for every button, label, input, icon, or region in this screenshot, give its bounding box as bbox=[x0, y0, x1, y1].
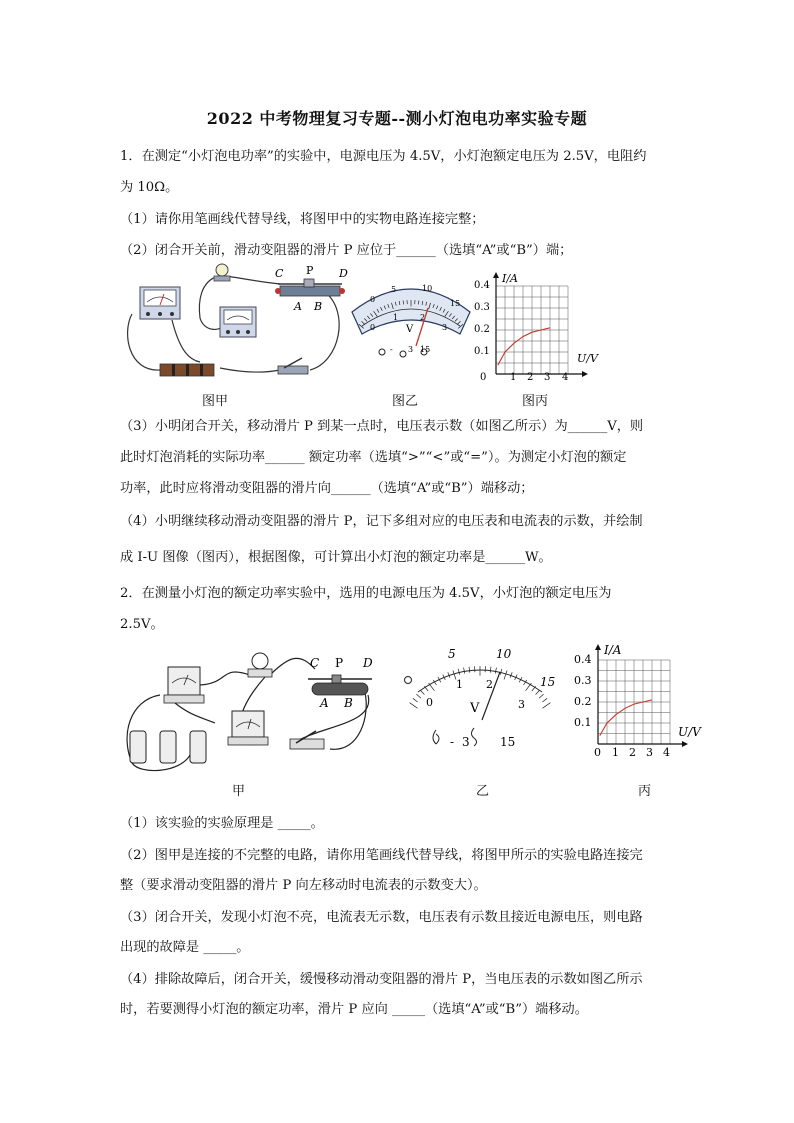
q1-scale-top-3: 15 bbox=[450, 299, 461, 308]
q2-graph-grid bbox=[598, 660, 670, 744]
q1-xtick-4: 4 bbox=[562, 372, 569, 383]
q2-meter-tick bbox=[429, 683, 435, 691]
q1-scale-bottom-3: 3 bbox=[442, 323, 448, 332]
q2-rheostat-label-d: D bbox=[363, 656, 373, 670]
q1-terminal-3-icon bbox=[400, 351, 406, 357]
q1-part2: （2）闭合开关前，滑动变阻器的滑片 P 应位于______（选填“A”或“B”）端； bbox=[120, 243, 573, 258]
q1-stem-line2: 为 10Ω。 bbox=[120, 180, 179, 195]
q2-meter-tick bbox=[500, 669, 502, 675]
q2-circuit-figure bbox=[120, 645, 390, 775]
rheostat-label-d: D bbox=[339, 267, 348, 280]
q2-meter-tick bbox=[424, 686, 428, 691]
q2-terminal-neg-icon bbox=[433, 730, 439, 744]
q2-scale-bottom-2: 2 bbox=[486, 678, 493, 691]
q1-caption-bing: 图丙 bbox=[522, 394, 549, 409]
q2-rheostat-label-p: P bbox=[335, 656, 344, 670]
q2-voltmeter-figure bbox=[400, 642, 560, 754]
q1-scale-bottom-2: 2 bbox=[420, 313, 426, 322]
q1-meter-tick bbox=[418, 301, 419, 305]
rheostat-label-p: P bbox=[306, 264, 314, 277]
q2-caption-jia: 甲 bbox=[232, 784, 246, 799]
q2-voltmeter-icon bbox=[228, 711, 268, 745]
q1-ytick-2: 0.2 bbox=[474, 324, 490, 335]
q2-meter-tick bbox=[532, 686, 536, 691]
q1-scale-top-1: 5 bbox=[391, 285, 397, 294]
q2-battery-icon bbox=[130, 731, 206, 763]
q2-xtick-4: 4 bbox=[663, 746, 670, 759]
q2-meter-tick bbox=[410, 703, 418, 709]
q1-part4-line1: （4）小明继续移动滑动变阻器的滑片 P，记下多组对应的电压表和电流表的示数，并绘制 bbox=[120, 514, 643, 529]
rheostat-label-a: A bbox=[294, 300, 302, 313]
q2-iu-graph bbox=[574, 640, 708, 760]
q2-meter-tick bbox=[536, 690, 540, 694]
q1-origin: 0 bbox=[480, 372, 487, 383]
q2-meter-tick bbox=[504, 670, 507, 679]
q1-meter-tick bbox=[403, 301, 404, 305]
q1-iu-curve bbox=[498, 328, 550, 365]
q1-ytick-4: 0.4 bbox=[474, 280, 490, 291]
q2-meter-tick bbox=[458, 669, 460, 675]
q2-rheostat-label-a: A bbox=[320, 696, 329, 710]
q2-meter-tick bbox=[420, 690, 424, 694]
ammeter-icon bbox=[140, 287, 180, 319]
q2-ytick-2: 0.2 bbox=[574, 695, 592, 708]
q2-meter-unit: V bbox=[470, 701, 480, 716]
q2-caption-yi: 乙 bbox=[476, 784, 490, 799]
q2-part2-line1: （2）图甲是连接的不完整的电路，请你用笔画线代替导线，将图甲所示的实验电路连接完 bbox=[120, 848, 643, 863]
q1-part3-line2: 此时灯泡消耗的实际功率______ 额定功率（选填“>”“<”或“=”）。为测定小灯泡的额定 bbox=[120, 450, 627, 465]
q1-ytick-1: 0.1 bbox=[474, 346, 490, 357]
q2-scale-top-0: 5 bbox=[448, 647, 456, 661]
q2-ytick-4: 0.4 bbox=[574, 653, 592, 666]
q2-scale-top-2: 15 bbox=[540, 675, 556, 689]
q2-meter-tick bbox=[413, 698, 418, 702]
q1-part3-line1: （3）小明闭合开关，移动滑片 P 到某一点时，电压表示数（如图乙所示）为______V，则 bbox=[120, 419, 644, 434]
rheostat-label-b: B bbox=[314, 300, 323, 313]
q1-xtick-1: 1 bbox=[510, 372, 517, 383]
q1-part1: （1）请你用笔画线代替导线，将图甲中的实物电路连接完整； bbox=[120, 212, 485, 227]
q1-scale-bottom-0: 0 bbox=[370, 323, 376, 332]
q1-ytick-3: 0.3 bbox=[474, 302, 490, 313]
q2-stem-line2: 2.5V。 bbox=[120, 617, 164, 632]
q1-xtick-3: 3 bbox=[544, 372, 551, 383]
q2-xtick-3: 3 bbox=[646, 746, 653, 759]
q2-scale-bottom-0: 0 bbox=[426, 696, 433, 709]
q2-part4-line1: （4）排除故障后，闭合开关，缓慢移动滑动变阻器的滑片 P，当电压表的示数如图乙所示 bbox=[120, 972, 643, 987]
q1-circuit-figure bbox=[120, 262, 355, 384]
q2-part4-line2: 时，若要测得小灯泡的额定功率，滑片 P 应向 _____（选填“A”或“B”）端移动。 bbox=[120, 1002, 588, 1017]
q1-terminal-neg: - bbox=[390, 345, 393, 354]
q1-terminal-neg-icon bbox=[379, 349, 385, 355]
q1-terminal-15: 15 bbox=[420, 345, 431, 354]
q2-scale-top-1: 10 bbox=[496, 647, 512, 661]
q2-xtick-1: 1 bbox=[612, 746, 619, 759]
q2-meter-tick bbox=[416, 694, 421, 698]
q2-iu-curve bbox=[600, 700, 652, 736]
q1-scale-top-0: 0 bbox=[370, 295, 376, 304]
q1-graph-grid bbox=[496, 286, 568, 374]
q2-part3-line1: （3）闭合开关，发现小灯泡不亮，电流表无示数，电压表有示数且接近电源电压，则电路 bbox=[120, 910, 643, 925]
q2-ytick-1: 0.1 bbox=[574, 716, 592, 729]
q2-terminal-neg: - bbox=[450, 735, 455, 749]
q2-meter-tick bbox=[490, 667, 491, 673]
q2-caption-bing: 丙 bbox=[638, 784, 652, 799]
battery-icon bbox=[160, 364, 214, 376]
rheostat-icon bbox=[275, 279, 345, 296]
q1-x-label: U/V bbox=[577, 352, 598, 365]
q2-meter-tick bbox=[469, 667, 470, 673]
q2-meter-tick bbox=[495, 668, 496, 674]
q2-meter-tick bbox=[543, 698, 548, 702]
q2-terminal-15: 15 bbox=[500, 735, 516, 749]
page-title: 2022 中考物理复习专题--测小灯泡电功率实验专题 bbox=[206, 109, 588, 128]
q1-terminal-3: 3 bbox=[408, 345, 414, 354]
q1-part4-line2: 成 I-U 图像（图丙），根据图像，可计算出小灯泡的额定功率是______W。 bbox=[120, 550, 552, 565]
q2-scale-bottom-1: 1 bbox=[456, 678, 463, 691]
q2-meter-tick bbox=[543, 703, 551, 709]
q1-caption-jia: 图甲 bbox=[202, 394, 229, 409]
voltmeter-icon bbox=[220, 307, 256, 337]
q2-meter-tick bbox=[464, 668, 465, 674]
q1-xtick-2: 2 bbox=[527, 372, 534, 383]
q1-scale-top-2: 10 bbox=[422, 284, 433, 293]
q2-part1: （1）该实验的实验原理是 _____。 bbox=[120, 816, 324, 831]
q2-part3-line2: 出现的故障是 _____。 bbox=[120, 940, 250, 955]
q1-meter-unit: V bbox=[406, 324, 414, 335]
q2-part2-line2: 整（要求滑动变阻器的滑片 P 向左移动时电流表的示数变大）。 bbox=[120, 878, 487, 893]
q2-scale-bottom-3: 3 bbox=[518, 698, 525, 711]
lamp-icon bbox=[214, 264, 230, 281]
q2-lamp-icon bbox=[248, 653, 272, 677]
q2-rheostat-label-b: B bbox=[344, 696, 353, 710]
q2-x-label: U/V bbox=[678, 725, 701, 739]
q1-iu-graph bbox=[474, 268, 598, 386]
q2-switch-icon bbox=[290, 731, 324, 749]
rheostat-label-c: C bbox=[275, 267, 284, 280]
q2-stem-line1: 2．在测量小灯泡的额定功率实验中，选用的电源电压为 4.5V，小灯泡的额定电压为 bbox=[120, 586, 612, 601]
q2-rheostat-icon bbox=[308, 675, 372, 695]
q2-origin: 0 bbox=[594, 746, 601, 759]
q1-y-label: I/A bbox=[502, 272, 518, 285]
switch-icon bbox=[278, 358, 308, 374]
q2-rheostat-label-c: C bbox=[310, 656, 320, 670]
q1-stem-line1: 1．在测定“小灯泡电功率”的实验中，电源电压为 4.5V，小灯泡额定电压为 2.5V，电阻约 bbox=[120, 149, 647, 164]
q2-ytick-3: 0.3 bbox=[574, 674, 592, 687]
q1-scale-bottom-1: 1 bbox=[393, 313, 399, 322]
q1-caption-yi: 图乙 bbox=[392, 394, 419, 409]
q1-voltmeter-figure bbox=[348, 272, 474, 390]
q2-ammeter-icon bbox=[164, 667, 204, 703]
q2-meter-tick bbox=[539, 694, 544, 698]
q2-xtick-2: 2 bbox=[629, 746, 636, 759]
q2-terminal-3-icon bbox=[472, 728, 477, 746]
q2-scale-left-icon bbox=[405, 677, 412, 684]
q2-meter-tick bbox=[526, 683, 532, 691]
q1-part3-line3: 功率，此时应将滑动变阻器的滑片向______（选填“A”或“B”）端移动； bbox=[120, 481, 534, 496]
q2-y-label: I/A bbox=[604, 643, 622, 657]
q2-terminal-3: 3 bbox=[462, 735, 470, 749]
